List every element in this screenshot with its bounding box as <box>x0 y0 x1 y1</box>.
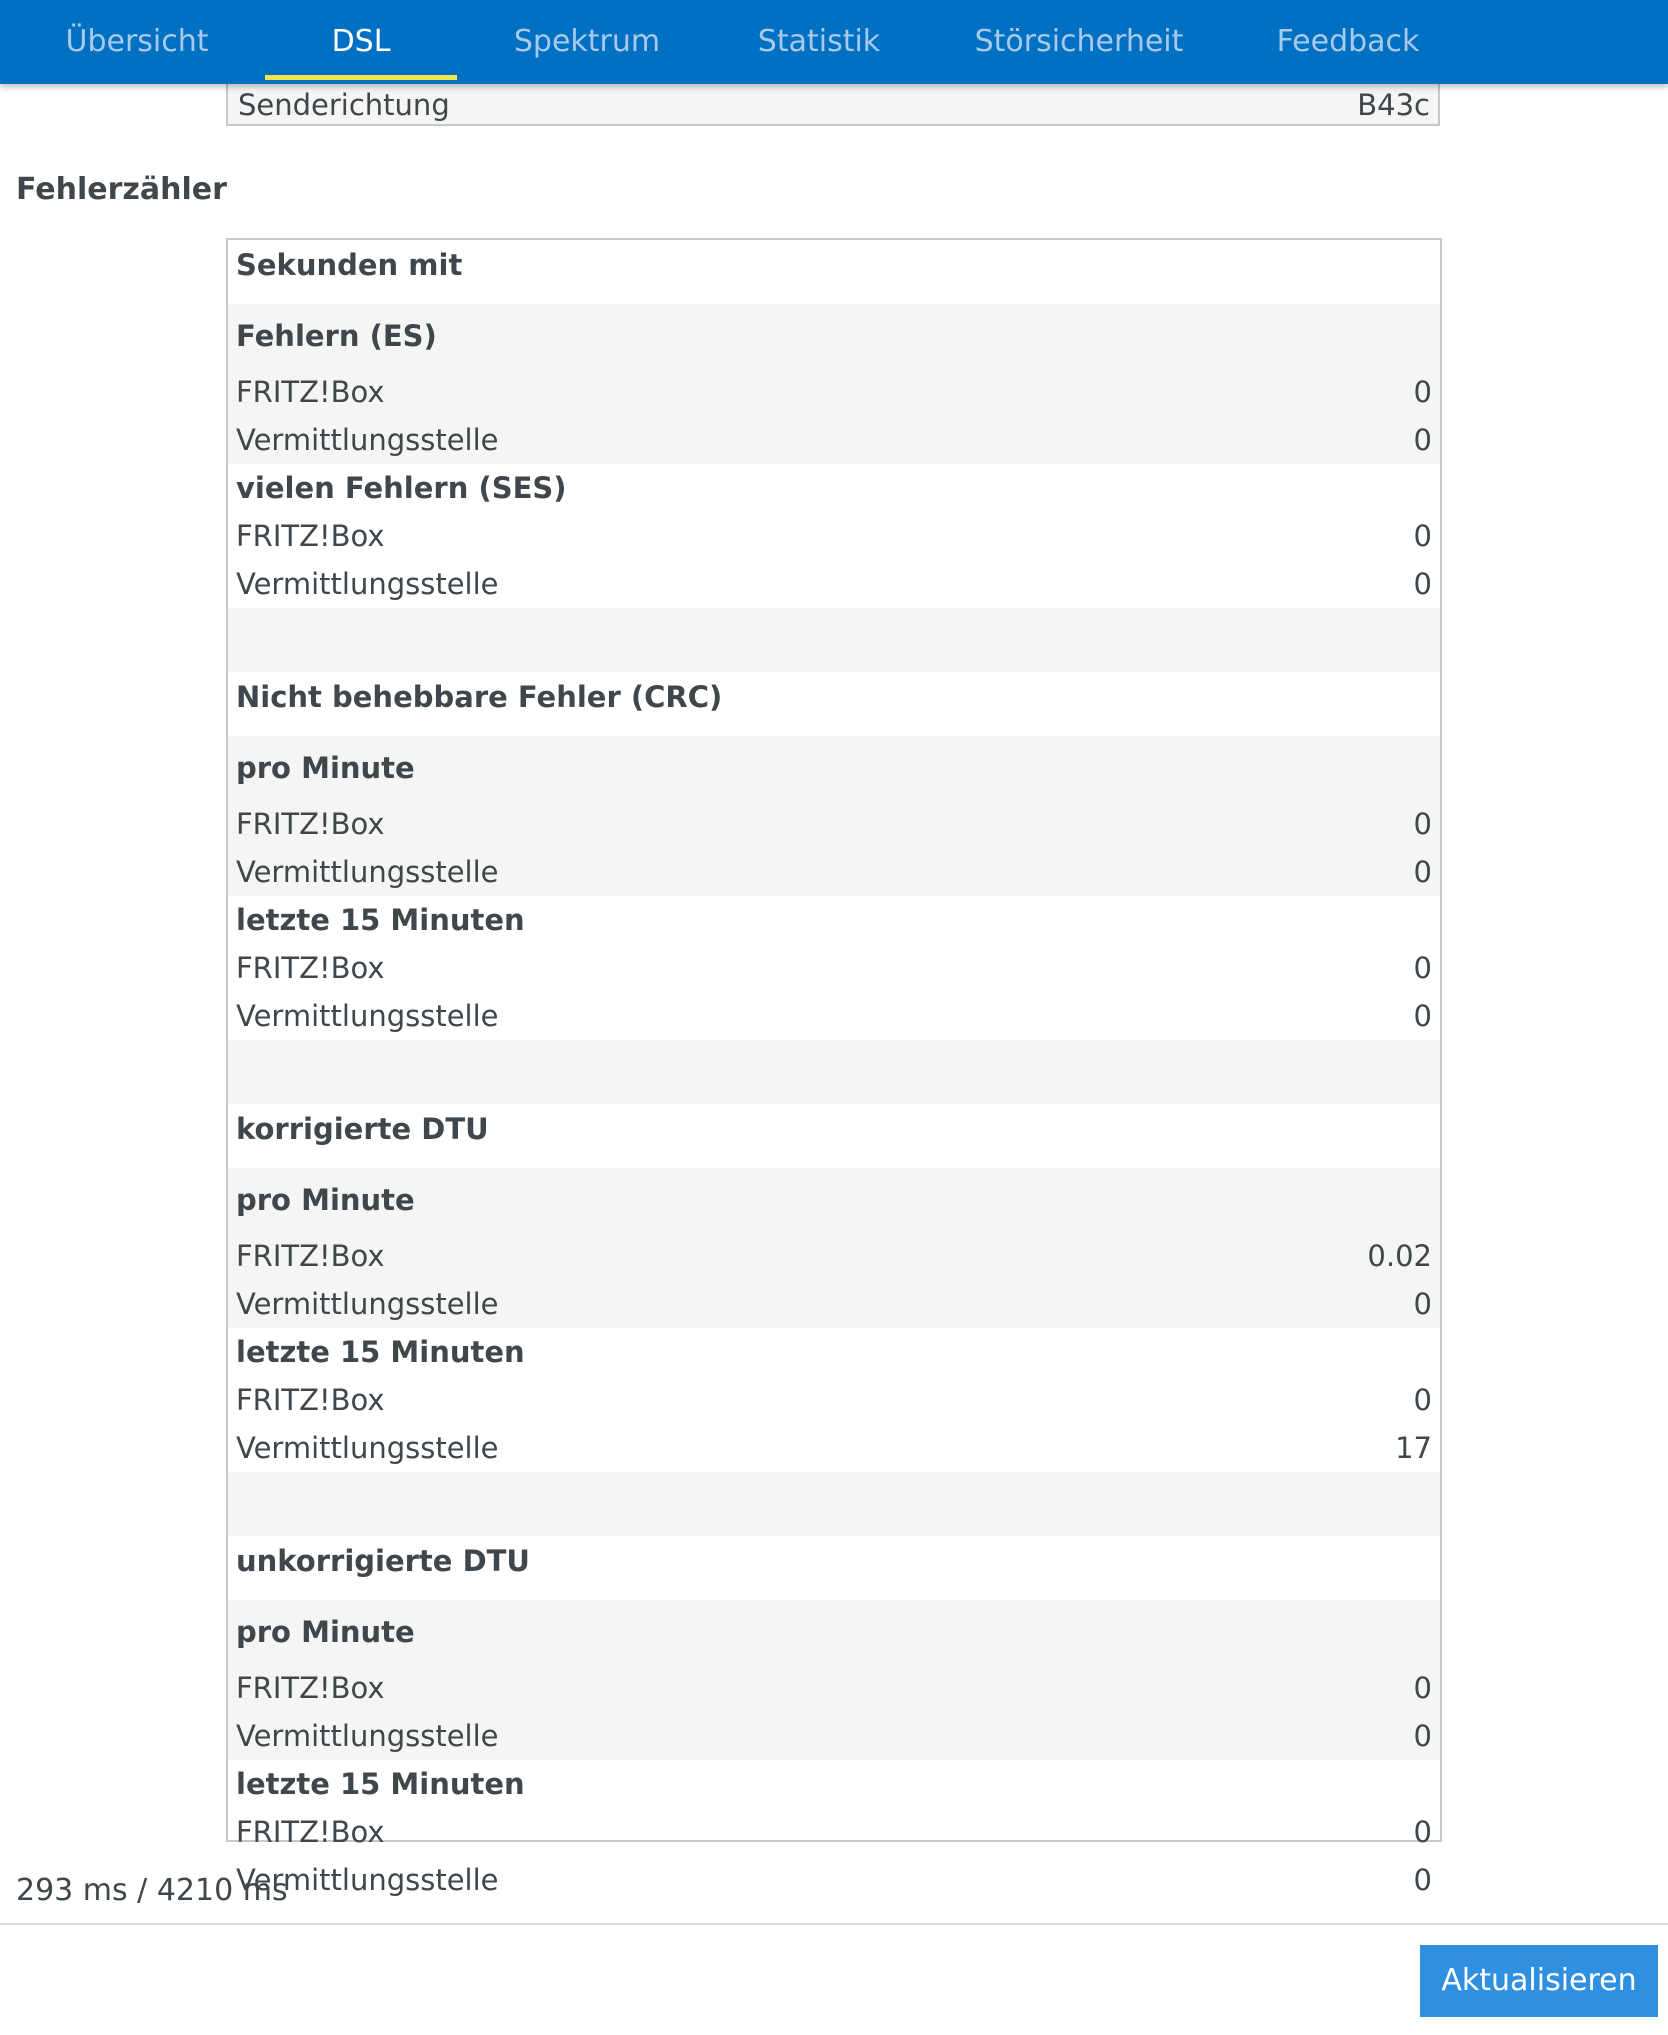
tab-spektrum[interactable]: Spektrum <box>513 24 661 59</box>
timing-text: 293 ms / 4210 ms <box>16 1873 288 1908</box>
table-subheader: pro Minute <box>236 1183 415 1217</box>
table-row: FRITZ!Box 0 <box>236 951 1432 985</box>
error-counter-table <box>226 238 1442 1897</box>
table-spacer <box>228 1472 1440 1536</box>
table-header-seconds: Sekunden mit <box>236 248 463 282</box>
table-header-uncorrected-dtu: unkorrigierte DTU <box>236 1544 530 1578</box>
table-subheader: pro Minute <box>236 1615 415 1649</box>
table-subheader: letzte 15 Minuten <box>236 1335 525 1369</box>
tab-stoersicherheit[interactable]: Störsicherheit <box>974 24 1184 59</box>
footer-divider <box>0 1923 1668 1925</box>
table-row: Vermittlungsstelle 0 <box>236 567 1432 601</box>
senderichtung-row <box>226 84 1440 126</box>
table-spacer <box>228 1040 1440 1104</box>
table-row: FRITZ!Box 0 <box>236 1383 1432 1417</box>
table-subheader: pro Minute <box>236 751 415 785</box>
tab-uebersicht[interactable]: Übersicht <box>65 24 209 59</box>
table-subheader: Fehlern (ES) <box>236 319 437 353</box>
top-navigation <box>0 0 1668 84</box>
tab-feedback[interactable]: Feedback <box>1276 24 1420 59</box>
table-row: Vermittlungsstelle 0 <box>236 855 1432 889</box>
table-row: FRITZ!Box 0 <box>236 807 1432 841</box>
table-row: FRITZ!Box 0 <box>236 1815 1432 1849</box>
table-row: Vermittlungsstelle 0 <box>236 1287 1432 1321</box>
table-row: FRITZ!Box 0 <box>236 519 1432 553</box>
table-row: Vermittlungsstelle 0 <box>236 1719 1432 1753</box>
tab-statistik[interactable]: Statistik <box>757 24 881 59</box>
table-header-corrected-dtu: korrigierte DTU <box>236 1112 489 1146</box>
table-row: FRITZ!Box 0.02 <box>236 1239 1432 1273</box>
table-subheader: letzte 15 Minuten <box>236 903 525 937</box>
table-row: FRITZ!Box 0 <box>236 1671 1432 1705</box>
senderichtung-value: B43c <box>1357 88 1430 122</box>
table-subheader: vielen Fehlern (SES) <box>236 471 567 505</box>
table-header-crc: Nicht behebbare Fehler (CRC) <box>236 680 723 714</box>
table-row: FRITZ!Box 0 <box>236 375 1432 409</box>
table-subheader: letzte 15 Minuten <box>236 1767 525 1801</box>
table-row: Vermittlungsstelle 0 <box>236 999 1432 1033</box>
table-row: Vermittlungsstelle 0 <box>236 1863 1432 1897</box>
section-title: Fehlerzähler <box>16 172 227 207</box>
table-row: Vermittlungsstelle 0 <box>236 423 1432 457</box>
table-row: Vermittlungsstelle 17 <box>236 1431 1432 1465</box>
table-spacer <box>228 608 1440 672</box>
refresh-button[interactable]: Aktualisieren <box>1420 1945 1658 2017</box>
senderichtung-label: Senderichtung <box>238 88 450 122</box>
tab-dsl[interactable]: DSL <box>265 0 457 84</box>
